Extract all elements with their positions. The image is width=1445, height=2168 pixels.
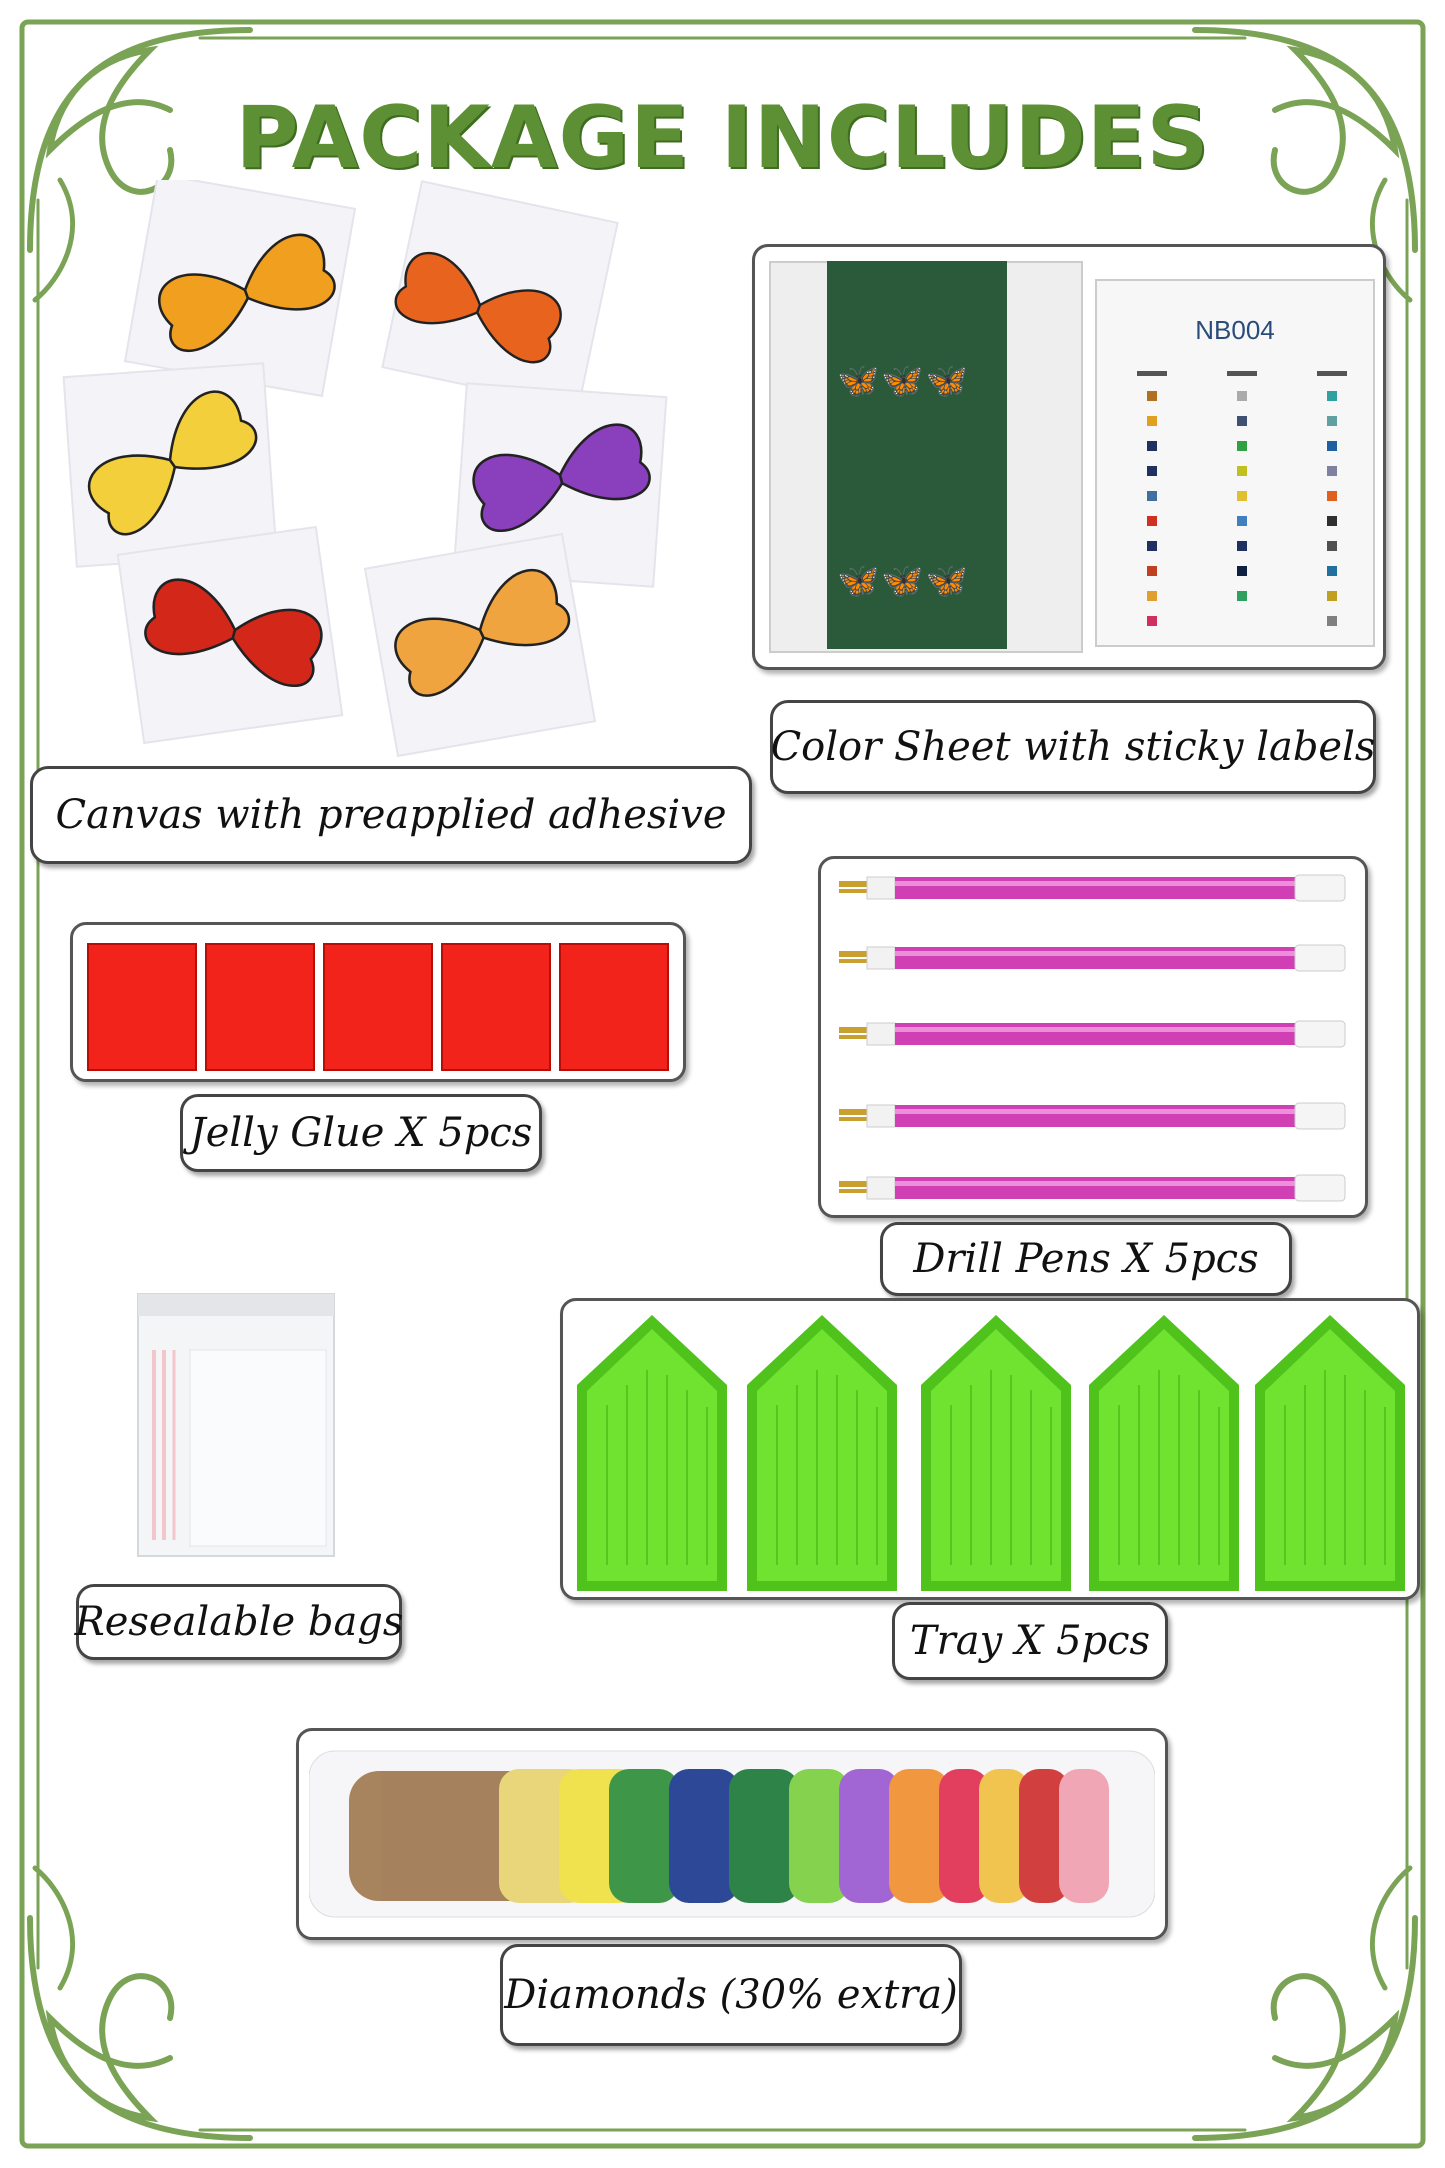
jelly-glue-label: Jelly Glue X 5pcs <box>180 1094 542 1172</box>
color-sheet <box>1095 279 1375 647</box>
trays-label: Tray X 5pcs <box>892 1602 1168 1680</box>
jelly-glue-square <box>87 943 197 1071</box>
bags-label: Resealable bags <box>76 1584 402 1660</box>
sheet-code: NB004 <box>1195 315 1275 345</box>
diamonds-panel <box>296 1728 1168 1940</box>
tray-icon <box>563 1301 1417 1597</box>
jelly-glue-square <box>559 943 669 1071</box>
jelly-glue-square <box>323 943 433 1071</box>
jelly-glue-panel <box>70 922 686 1082</box>
color-sheet-panel <box>752 244 1386 670</box>
canvas-label: Canvas with preapplied adhesive <box>30 766 752 864</box>
jelly-glue-square <box>441 943 551 1071</box>
drill-pen-icon <box>821 859 1365 1215</box>
diamond-tube-icon <box>309 1741 1155 1927</box>
butterfly-icon: 🦋🦋🦋 <box>837 361 971 401</box>
jelly-glue-square <box>205 943 315 1071</box>
page-title: PACKAGE INCLUDES <box>235 88 1210 188</box>
color-sheet-label: Color Sheet with sticky labels <box>770 700 1376 794</box>
trays-panel <box>560 1298 1420 1600</box>
drill-pens-label: Drill Pens X 5pcs <box>880 1222 1292 1296</box>
butterfly-icon: 🦋🦋🦋 <box>837 561 971 601</box>
bag-icon <box>134 1290 340 1562</box>
diamonds-label: Diamonds (30% extra) <box>500 1944 962 2046</box>
sheet-grid <box>1117 371 1353 631</box>
board-green <box>827 261 1007 649</box>
canvas-illustration <box>60 180 680 760</box>
drill-pens-panel <box>818 856 1368 1218</box>
